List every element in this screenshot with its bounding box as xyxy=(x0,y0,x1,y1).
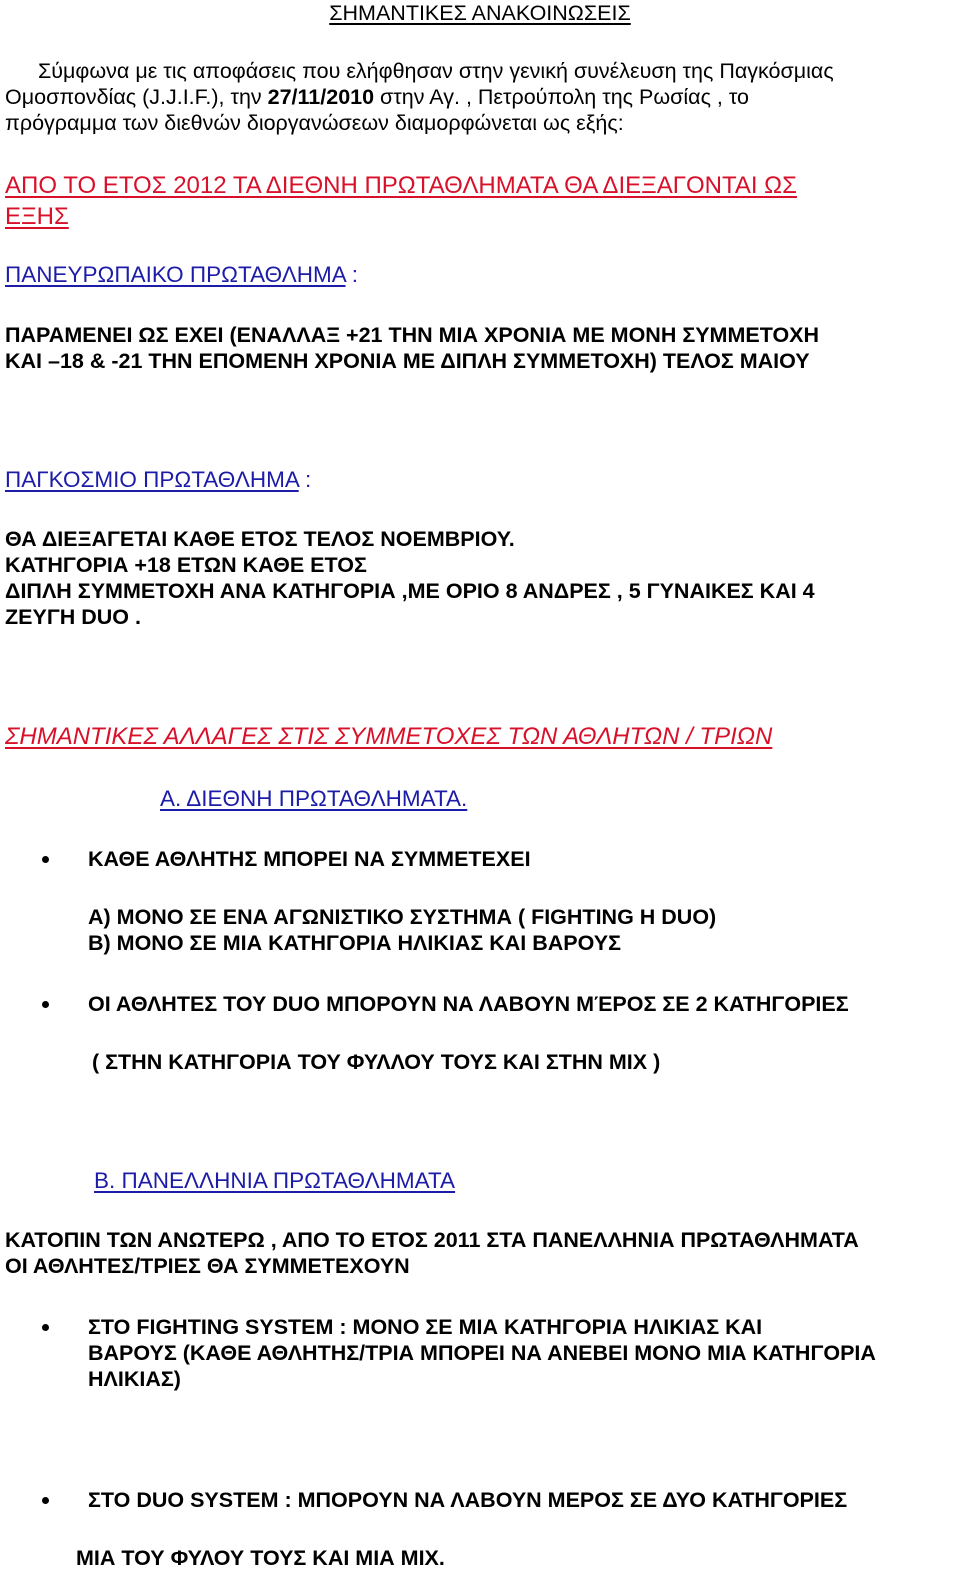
intro-line-2-a: Ομοσπονδίας (J.J.I.F.), την xyxy=(5,85,268,109)
intro-line-2 xyxy=(5,84,749,110)
world-heading xyxy=(5,467,311,493)
world-line-3: ΔΙΠΛΗ ΣΥΜΜΕΤΟΧΗ ΑΝΑ ΚΑΤΗΓΟΡΙΑ ,ΜΕ ΟΡΙΟ 8 ΑΝΔΡΕΣ , 5 ΓΥΝΑΙΚΕΣ ΚΑΙ 4 xyxy=(5,579,815,603)
section-b-bullet-2-cont: ΜΙΑ ΤΟΥ ΦΥΛΟΥ ΤΟΥΣ ΚΑΙ ΜΙΑ ΜΙΧ. xyxy=(76,1546,445,1570)
red-heading-line-1: ΑΠΟ ΤΟ ΕΤΟΣ 2012 ΤΑ ΔΙΕΘΝΗ ΠΡΩΤΑΘΛΗΜΑΤΑ ΘΑ ΔΙΕΞΑΓΟΝΤΑΙ ΩΣ xyxy=(5,172,797,199)
page-title: ΣΗΜΑΝΤΙΚΕΣ ΑΝΑΚΟΙΝΩΣΕΙΣ xyxy=(329,1,631,25)
european-line-1: ΠΑΡΑΜΕΝΕΙ ΩΣ ΕΧΕΙ (ΕΝΑΛΛΑΞ +21 ΤΗΝ ΜΙΑ ΧΡΟΝΙΑ ΜΕ ΜΟΝΗ ΣΥΜΜΕΤΟΧΗ xyxy=(5,323,820,347)
world-line-4: ΖΕΥΓΗ DUO . xyxy=(5,605,141,629)
intro-line-3: πρόγραμμα των διεθνών διοργανώσεων διαμορφώνεται ως εξής: xyxy=(5,111,624,135)
section-a-sub-b: Β) ΜΟΝΟ ΣΕ ΜΙΑ ΚΑΤΗΓΟΡΙΑ ΗΛΙΚΙΑΣ ΚΑΙ ΒΑΡΟΥΣ xyxy=(88,931,622,955)
section-a-bullet-2: ΟΙ ΑΘΛΗΤΕΣ ΤΟΥ DUO ΜΠΟΡΟΥΝ ΝΑ ΛΑΒΟΥΝ ΜΈΡΟΣ ΣΕ 2 ΚΑΤΗΓΟΡΙΕΣ xyxy=(88,992,849,1016)
red-heading-line-2: ΕΞΗΣ xyxy=(5,203,69,230)
section-a-heading: Α. ΔΙΕΘΝΗ ΠΡΩΤΑΘΛΗΜΑΤΑ. xyxy=(160,786,468,811)
bullet-icon xyxy=(42,1001,49,1008)
section-b-bullet-2: ΣΤΟ DUO SYSTEM : ΜΠΟΡΟΥΝ ΝΑ ΛΑΒΟΥΝ ΜΕΡΟΣ ΣΕ ΔΥΟ ΚΑΤΗΓΟΡΙΕΣ xyxy=(88,1488,848,1512)
bullet-icon xyxy=(42,1324,49,1331)
section-b-heading: Β. ΠΑΝΕΛΛΗΝΙΑ ΠΡΩΤΑΘΛΗΜΑΤΑ xyxy=(94,1168,456,1193)
changes-heading: ΣΗΜΑΝΤΙΚΕΣ ΑΛΛΑΓΕΣ ΣΤΙΣ ΣΥΜΜΕΤΟΧΕΣ ΤΩΝ ΑΘΛΗΤΩΝ / ΤΡΙΩΝ xyxy=(5,723,773,750)
section-a-bullet-1: ΚΑΘΕ ΑΘΛΗΤΗΣ ΜΠΟΡΕΙ ΝΑ ΣΥΜΜΕΤΕΧΕΙ xyxy=(88,847,531,871)
world-heading-colon: : xyxy=(298,467,312,492)
section-b-line-1: ΚΑΤΟΠΙΝ ΤΩΝ ΑΝΩΤΕΡΩ , ΑΠΟ ΤΟ ΕΤΟΣ 2011 ΣΤΑ ΠΑΝΕΛΛΗΝΙΑ ΠΡΩΤΑΘΛΗΜΑΤΑ xyxy=(5,1228,859,1252)
intro-line-2-b: στην Αγ. , Πετρούπολη της Ρωσίας , το xyxy=(374,85,750,109)
section-b-bullet-1-line-2: ΒΑΡΟΥΣ (ΚΑΘΕ ΑΘΛΗΤΗΣ/ΤΡΙΑ ΜΠΟΡΕΙ ΝΑ ΑΝΕΒΕΙ ΜΟΝΟ ΜΙΑ ΚΑΤΗΓΟΡΙΑ xyxy=(88,1341,876,1365)
european-line-2: ΚΑΙ –18 & -21 ΤΗΝ ΕΠΟΜΕΝΗ ΧΡΟΝΙΑ ΜΕ ΔΙΠΛΗ ΣΥΜΜΕΤΟΧΗ) ΤΕΛΟΣ ΜΑΙΟΥ xyxy=(5,349,810,373)
european-heading-text: ΠΑΝΕΥΡΩΠΑΙΚΟ ΠΡΩΤΑΘΛΗΜΑ xyxy=(5,262,346,287)
european-heading xyxy=(5,262,358,288)
section-a-sub-a: Α) ΜΟΝΟ ΣΕ ΕΝΑ ΑΓΩΝΙΣΤΙΚΟ ΣΥΣΤΗΜΑ ( FIGHTING Η DUO) xyxy=(88,905,717,929)
european-heading-colon: : xyxy=(345,262,359,287)
section-b-line-2: ΟΙ ΑΘΛΗΤΕΣ/ΤΡΙΕΣ ΘΑ ΣΥΜΜΕΤΕΧΟΥΝ xyxy=(5,1254,410,1278)
section-a-bullet-2-cont: ( ΣΤΗΝ ΚΑΤΗΓΟΡΙΑ ΤΟΥ ΦΥΛΛΟΥ ΤΟΥΣ ΚΑΙ ΣΤΗΝ ΜΙΧ ) xyxy=(92,1050,661,1074)
bullet-icon xyxy=(42,856,49,863)
world-line-2: ΚΑΤΗΓΟΡΙΑ +18 ΕΤΩΝ ΚΑΘΕ ΕΤΟΣ xyxy=(5,553,367,577)
section-b-bullet-1-line-3: ΗΛΙΚΙΑΣ) xyxy=(88,1367,181,1391)
world-heading-text: ΠΑΓΚΟΣΜΙΟ ΠΡΩΤΑΘΛΗΜΑ xyxy=(5,467,299,492)
intro-line-1: Σύμφωνα με τις αποφάσεις που ελήφθησαν στην γενική συνέλευση της Παγκόσμιας xyxy=(38,59,834,83)
section-b-bullet-1-line-1: ΣΤΟ FIGHTING SYSTEM : ΜΟΝΟ ΣΕ ΜΙΑ ΚΑΤΗΓΟΡΙΑ ΗΛΙΚΙΑΣ ΚΑΙ xyxy=(88,1315,763,1339)
meeting-date: 27/11/2010 xyxy=(267,85,375,109)
bullet-icon xyxy=(42,1497,49,1504)
world-line-1: ΘΑ ΔΙΕΞΑΓΕΤΑΙ ΚΑΘΕ ΕΤΟΣ ΤΕΛΟΣ ΝΟΕΜΒΡΙΟΥ. xyxy=(5,527,515,551)
